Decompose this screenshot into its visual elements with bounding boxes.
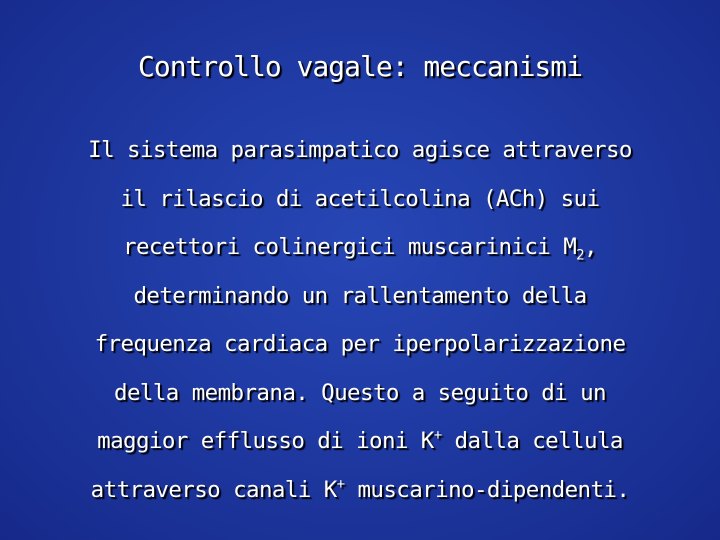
body-line: determinando un rallentamento della: [133, 282, 587, 309]
body-line-text: attraverso canali K: [90, 476, 337, 503]
body-line: il rilascio di acetilcolina (ACh) sui: [120, 185, 600, 212]
body-line: della membrana. Questo a seguito di un: [114, 379, 606, 406]
body-line: [0, 466, 720, 515]
slide-title: Controllo vagale: meccanismi: [137, 50, 582, 83]
superscript: +: [336, 476, 345, 492]
body-line: frequenza cardiaca per iperpolarizzazione: [94, 331, 626, 357]
slide-body: [0, 126, 720, 514]
body-line: Il sistema parasimpatico agisce attraverso: [88, 137, 632, 163]
body-line-text: recettori colinergici muscarinici M: [123, 234, 577, 260]
body-line: [0, 223, 720, 272]
body-line-text: ,: [584, 234, 597, 260]
body-line-text: maggior efflusso di ioni K: [97, 428, 434, 454]
subscript: 2: [576, 247, 584, 264]
body-line-text: muscarino-dipendenti.: [344, 476, 630, 503]
superscript: +: [433, 427, 442, 444]
body-line: [0, 417, 720, 466]
body-line-text: dalla cellula: [441, 428, 623, 454]
